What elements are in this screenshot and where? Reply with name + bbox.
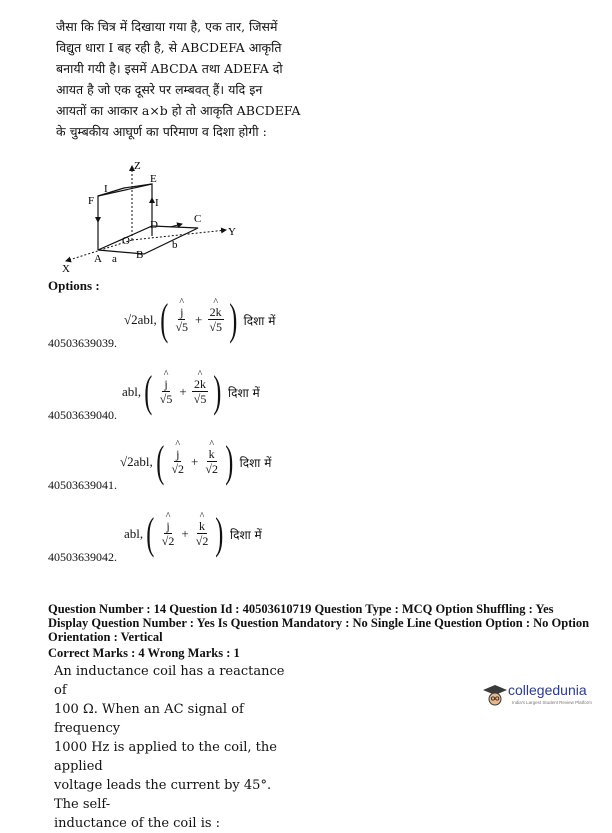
question-line: 1000 Hz is applied to the coil, the applied [54, 740, 277, 774]
option-4-expression[interactable] [124, 509, 262, 558]
fraction-1 [173, 297, 190, 335]
num-text: k [208, 447, 215, 461]
denominator: √5 [193, 392, 207, 406]
hat-icon: ^ [179, 297, 185, 308]
direction-text: दिशा में [229, 527, 262, 542]
question-line: विद्युत धारा I बह रही है, से ABCDEFA आकृति [56, 40, 282, 55]
wire-loop-figure [40, 158, 270, 278]
left-paren: ( [144, 367, 153, 416]
question-meta-line-3: Orientation : Vertical [48, 630, 163, 644]
label-o: O [122, 235, 130, 247]
label-f: F [88, 195, 95, 207]
question-line: An inductance coil has a reactance of [54, 664, 285, 698]
question-line: voltage leads the current by 45°. The self- [54, 778, 272, 812]
right-paren: ) [229, 295, 238, 344]
label-x: X [62, 263, 70, 275]
plus-sign: + [181, 526, 189, 541]
left-paren: ( [160, 295, 169, 344]
option-root: √2 [124, 312, 138, 327]
left-paren: ( [146, 509, 155, 558]
logo-tagline: India's Largest Student Review Platform [512, 700, 592, 705]
fraction-2 [207, 297, 224, 335]
question-text-hindi [56, 16, 306, 142]
num-text: 2k [194, 377, 207, 391]
numerator [192, 369, 208, 392]
label-c: C [194, 213, 202, 225]
plus-sign: + [195, 312, 203, 327]
label-z: Z [134, 160, 141, 172]
question-meta-line-2: Display Question Number : Yes Is Question Mandatory : No Single Line Question Option : No Option [48, 616, 590, 630]
collegedunia-logo [482, 680, 592, 714]
label-side-b: b [172, 239, 178, 251]
numerator [164, 511, 171, 534]
num-text: j [180, 305, 184, 319]
right-paren: ) [225, 437, 234, 486]
right-paren: ) [215, 509, 224, 558]
num-text: j [164, 377, 168, 391]
label-d: D [150, 219, 158, 231]
marks-line: Correct Marks : 4 Wrong Marks : 1 [48, 646, 240, 660]
graduate-icon [482, 682, 508, 708]
fraction-2 [194, 511, 211, 549]
option-3-id: 40503639041. [48, 478, 117, 492]
option-root: √2 [120, 454, 134, 469]
fraction-1 [169, 439, 186, 477]
question-line: 100 Ω. When an AC signal of frequency [54, 702, 244, 736]
numerator [208, 297, 224, 320]
option-1-id: 40503639039. [48, 336, 117, 350]
option-prefix: abl [133, 454, 150, 469]
option-sep: , [153, 312, 157, 327]
direction-text: दिशा में [239, 455, 272, 470]
numerator [174, 439, 181, 462]
left-paren: ( [156, 437, 165, 486]
fraction-2 [192, 369, 209, 407]
denominator: √5 [175, 320, 189, 334]
num-text: 2k [209, 305, 222, 319]
y-axis [132, 230, 226, 240]
denominator: √2 [171, 462, 185, 476]
plus-sign: + [191, 454, 199, 469]
label-e: E [150, 173, 157, 185]
label-side-a: a [112, 253, 117, 265]
direction-text: दिशा में [243, 313, 276, 328]
loop-abcda [98, 226, 198, 254]
options-heading: Options : [48, 278, 100, 293]
hat-icon: ^ [165, 511, 171, 522]
question-text-english [54, 662, 294, 833]
denominator: √2 [205, 462, 218, 476]
label-current-1: I [104, 183, 108, 195]
label-current-2: I [155, 197, 159, 209]
label-y: Y [228, 226, 236, 238]
option-sep: , [139, 526, 144, 541]
num-text: j [176, 447, 180, 461]
plus-sign: + [179, 384, 187, 399]
option-1-expression[interactable] [124, 295, 276, 344]
right-paren: ) [213, 367, 222, 416]
question-line: के चुम्बकीय आघूर्ण का परिमाण व दिशा होगी : [56, 124, 267, 139]
option-sep: , [149, 454, 153, 469]
option-2-id: 40503639040. [48, 408, 117, 422]
option-prefix: abl [137, 312, 154, 327]
num-text: j [166, 519, 170, 533]
numerator [207, 439, 217, 462]
question-line: आयत है जो एक दूसरे पर लम्बवत् हैं। यदि इन [56, 82, 263, 97]
denominator: √2 [195, 534, 209, 548]
denominator: √5 [159, 392, 173, 406]
hat-icon: ^ [199, 511, 205, 522]
hat-icon: ^ [197, 369, 203, 380]
option-2-expression[interactable] [122, 367, 260, 416]
option-4-id: 40503639042. [48, 550, 117, 564]
option-prefix: abl [124, 526, 140, 541]
option-3-expression[interactable] [120, 437, 272, 486]
numerator [197, 511, 207, 534]
label-b: B [136, 249, 144, 261]
question-line: inductance of the coil is : [54, 816, 221, 831]
num-text: k [199, 519, 206, 533]
option-sep: , [137, 384, 142, 399]
question-line: बनायी गयी है। इसमें ABCDA तथा ADEFA दो [56, 61, 283, 76]
question-line: जैसा कि चित्र में दिखाया गया है, एक तार, जिसमें [56, 19, 278, 34]
numerator [162, 369, 169, 392]
fraction-1 [158, 369, 175, 407]
question-line: आयतों का आकार a×b हो तो आकृति ABCDEFA [56, 103, 301, 118]
hat-icon: ^ [213, 297, 219, 308]
question-meta-line-1: Question Number : 14 Question Id : 40503610719 Question Type : MCQ Option Shuffling : Yes [48, 602, 554, 616]
logo-name: collegedunia [508, 682, 587, 698]
fraction-2 [203, 439, 220, 477]
hat-icon: ^ [163, 369, 169, 380]
label-a: A [94, 253, 102, 265]
direction-text: दिशा में [227, 385, 260, 400]
option-prefix: abl [122, 384, 138, 399]
numerator [178, 297, 185, 320]
hat-icon: ^ [209, 439, 215, 450]
denominator: √5 [209, 320, 222, 334]
hat-icon: ^ [175, 439, 181, 450]
fraction-1 [160, 511, 177, 549]
denominator: √2 [161, 534, 175, 548]
